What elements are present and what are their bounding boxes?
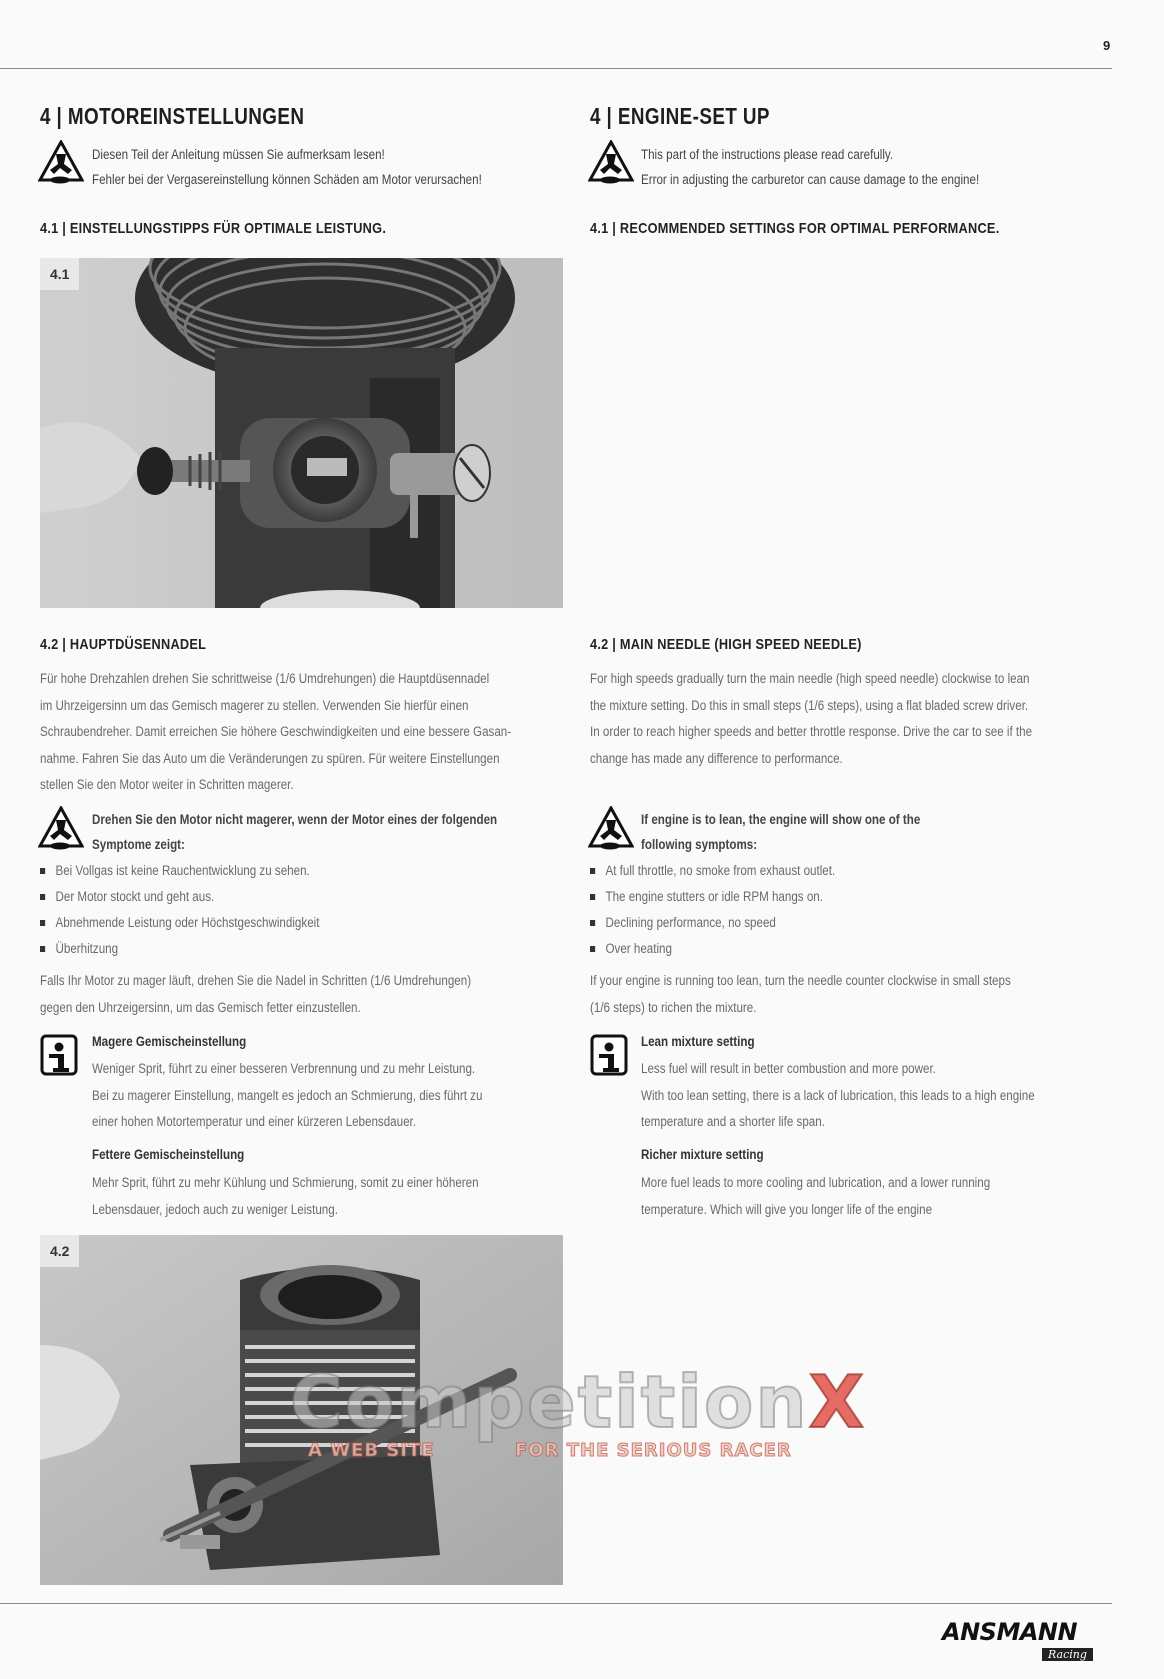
de-warning-line-2: Fehler bei der Vergasereinstellung können Schäden am Motor verursachen! — [92, 172, 482, 187]
en-section-4-2-paragraph — [590, 666, 1032, 772]
de-rich-mixture-text — [92, 1170, 479, 1223]
en-section-title: 4 | ENGINE-SET UP — [590, 103, 770, 129]
en-info-line: temperature and a shorter life span. — [641, 1114, 825, 1129]
de-section-title: 4 | MOTOREINSTELLUNGEN — [40, 103, 305, 129]
engine-closeup-illustration — [40, 258, 563, 608]
info-icon — [590, 1034, 628, 1076]
de-lean-mixture-title: Magere Gemischeinstellung — [92, 1034, 247, 1049]
footer-rule — [0, 1603, 1112, 1604]
en-lean-line: (1/6 steps) to richen the mixture. — [590, 999, 757, 1015]
en-warning-line-1: This part of the instructions please read carefully. — [641, 147, 894, 162]
de-info-line: Bei zu magerer Einstellung, mangelt es jedoch an Schmierung, dies führt zu — [92, 1087, 483, 1103]
en-section-4-1-title: 4.1 | RECOMMENDED SETTINGS FOR OPTIMAL PERFORMANCE. — [590, 220, 1000, 237]
en-lean-mixture-text — [641, 1056, 1035, 1136]
warning-triangle-icon — [588, 806, 634, 852]
warning-triangle-icon — [588, 140, 634, 186]
en-symptom-warning — [641, 807, 920, 857]
list-item: Der Motor stockt und geht aus. — [40, 884, 319, 910]
en-info-line: temperature. Which will give you longer life of the engine — [641, 1201, 933, 1217]
en-symptom-warning-line-1: If engine is to lean, the engine will show one of the — [641, 812, 921, 827]
en-info-line: Less fuel will result in better combustion and more power. — [641, 1061, 936, 1076]
en-symptom-list — [590, 858, 835, 962]
en-para-line: change has made any difference to performance. — [590, 750, 843, 766]
de-info-line: Weniger Sprit, führt zu einer besseren Verbrennung und zu mehr Leistung. — [92, 1061, 476, 1076]
en-info-line: With too lean setting, there is a lack of lubrication, this leads to a high engine — [641, 1087, 1035, 1103]
watermark-brand-x: X — [808, 1360, 867, 1444]
en-warning-line-2: Error in adjusting the carburetor can cause damage to the engine! — [641, 172, 980, 187]
en-rich-mixture-text — [641, 1170, 990, 1223]
competitionx-watermark — [290, 1360, 870, 1480]
en-warning-text — [641, 142, 979, 192]
de-section-4-2-title: 4.2 | HAUPTDÜSENNADEL — [40, 636, 207, 653]
warning-triangle-icon — [38, 806, 84, 852]
en-rich-mixture-title: Richer mixture setting — [641, 1147, 764, 1162]
de-lean-paragraph — [40, 968, 471, 1021]
de-rich-mixture-title: Fettere Gemischeinstellung — [92, 1147, 245, 1162]
list-item: Over heating — [590, 936, 835, 962]
de-symptom-list — [40, 858, 319, 962]
de-para-line: Schraubendreher. Damit erreichen Sie höhere Geschwindigkeiten und eine bessere Gasan- — [40, 724, 512, 739]
en-lean-line: If your engine is running too lean, turn the needle counter clockwise in small steps — [590, 973, 1011, 988]
en-section-4-2-title: 4.2 | MAIN NEEDLE (HIGH SPEED NEEDLE) — [590, 636, 862, 653]
de-section-4-1-title: 4.1 | EINSTELLUNGSTIPPS FÜR OPTIMALE LEISTUNG. — [40, 220, 387, 237]
watermark-brand — [290, 1360, 866, 1444]
figure-label-4-1: 4.1 — [40, 258, 79, 290]
list-item: At full throttle, no smoke from exhaust outlet. — [590, 858, 835, 884]
header-rule — [0, 68, 1112, 69]
en-symptom-warning-line-2: following symptoms: — [641, 837, 758, 852]
engine-photo-4-1 — [40, 258, 563, 608]
list-item: The engine stutters or idle RPM hangs on. — [590, 884, 835, 910]
de-lean-line: Falls Ihr Motor zu mager läuft, drehen Sie die Nadel in Schritten (1/6 Umdrehungen) — [40, 973, 472, 988]
logo-wordmark: ANSMANN — [942, 1618, 1078, 1646]
de-para-line: stellen Sie den Motor weiter in Schritten magerer. — [40, 777, 294, 792]
de-symptom-warning-line-2: Symptome zeigt: — [92, 837, 185, 852]
logo-subtitle: Racing — [1042, 1648, 1093, 1661]
de-info-line: Lebensdauer, jedoch auch zu weniger Leistung. — [92, 1201, 338, 1217]
warning-triangle-icon — [38, 140, 84, 186]
de-warning-line-1: Diesen Teil der Anleitung müssen Sie aufmerksam lesen! — [92, 147, 385, 162]
de-warning-text — [92, 142, 482, 192]
list-item: Überhitzung — [40, 936, 319, 962]
en-para-line: the mixture setting. Do this in small steps (1/6 steps), using a flat bladed screw driver. — [590, 697, 1029, 713]
de-para-line: im Uhrzeigersinn um das Gemisch magerer zu stellen. Verwenden Sie hierfür einen — [40, 697, 469, 713]
watermark-tagline-left: A WEB SITE — [308, 1440, 435, 1461]
list-item: Bei Vollgas ist keine Rauchentwicklung zu sehen. — [40, 858, 319, 884]
de-section-4-2-paragraph — [40, 666, 511, 799]
watermark-brand-text: Competition — [290, 1360, 809, 1444]
de-symptom-warning-line-1: Drehen Sie den Motor nicht magerer, wenn der Motor eines der folgenden — [92, 812, 498, 827]
page-number: 9 — [1103, 38, 1111, 53]
en-lean-paragraph — [590, 968, 1011, 1021]
figure-label-4-2: 4.2 — [40, 1235, 79, 1267]
de-symptom-warning — [92, 807, 497, 857]
de-lean-mixture-text — [92, 1056, 482, 1136]
de-info-line: einer hohen Motortemperatur und einer kürzeren Lebensdauer. — [92, 1114, 417, 1129]
watermark-tagline-right: FOR THE SERIOUS RACER — [515, 1440, 792, 1461]
de-info-line: Mehr Sprit, führt zu mehr Kühlung und Schmierung, somit zu einer höheren — [92, 1175, 479, 1190]
info-icon — [40, 1034, 78, 1076]
ansmann-racing-logo — [942, 1618, 1122, 1668]
de-para-line: Für hohe Drehzahlen drehen Sie schrittweise (1/6 Umdrehungen) die Hauptdüsennadel — [40, 671, 490, 686]
de-lean-line: gegen den Uhrzeigersinn, um das Gemisch fetter einzustellen. — [40, 999, 361, 1015]
en-para-line: In order to reach higher speeds and better throttle response. Drive the car to see if the — [590, 724, 1033, 739]
de-para-line: nahme. Fahren Sie das Auto um die Veränderungen zu spüren. Für weitere Einstellungen — [40, 750, 500, 766]
en-para-line: For high speeds gradually turn the main needle (high speed needle) clockwise to lean — [590, 671, 1030, 686]
en-info-line: More fuel leads to more cooling and lubrication, and a lower running — [641, 1175, 991, 1190]
list-item: Declining performance, no speed — [590, 910, 835, 936]
list-item: Abnehmende Leistung oder Höchstgeschwindigkeit — [40, 910, 319, 936]
en-lean-mixture-title: Lean mixture setting — [641, 1034, 755, 1049]
